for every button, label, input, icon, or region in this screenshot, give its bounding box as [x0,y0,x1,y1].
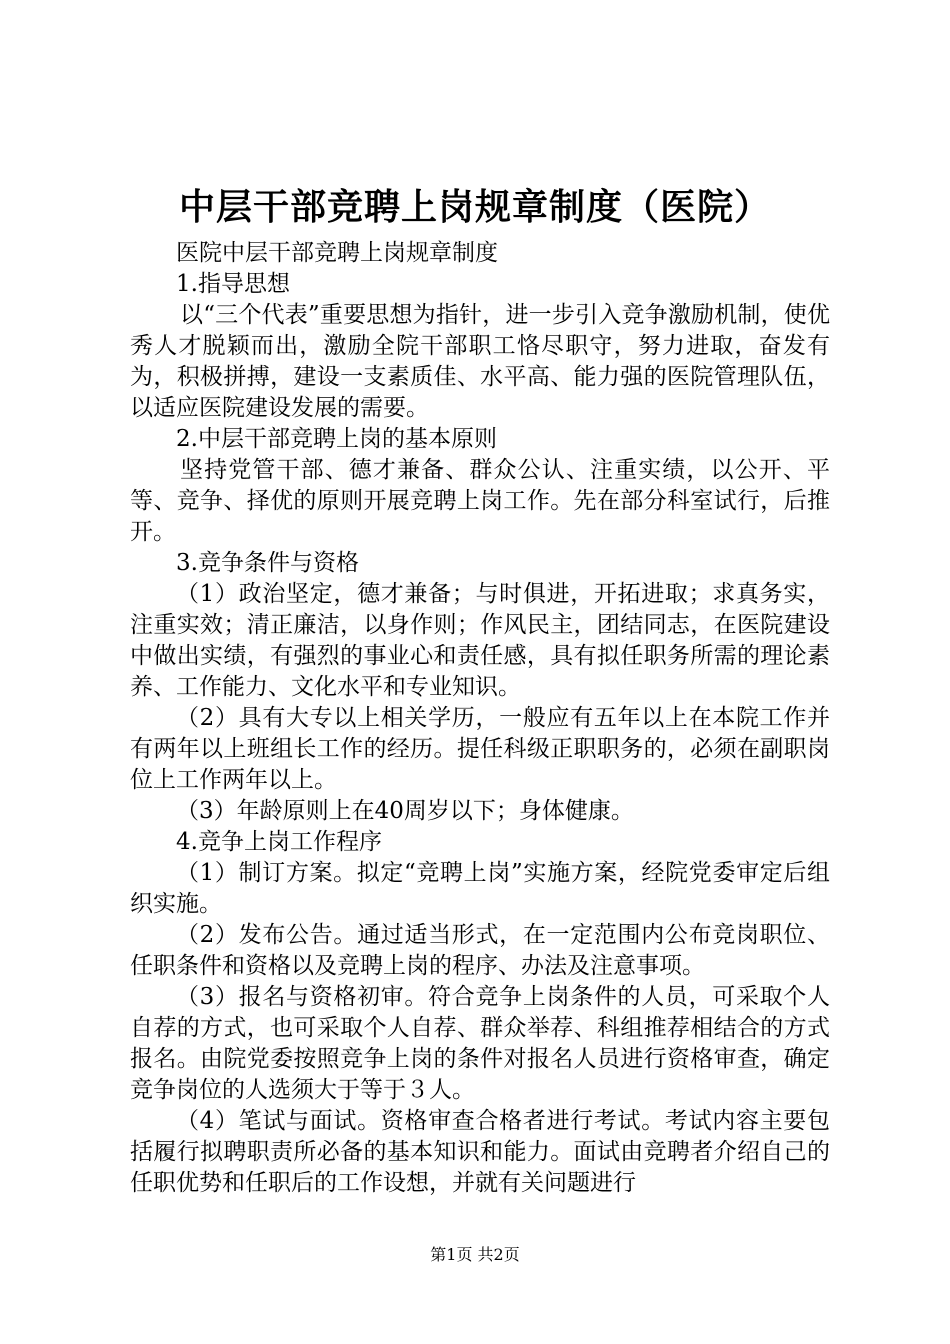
paragraph-guiding-thought: 以“三个代表”重要思想为指针，进一步引入竞争激励机制，使优秀人才脱颖而出，激励全院干部职工恪尽职守，努力进取，奋发有为，积极拼搏，建设一支素质佳、水平高、能力强的医院管理队伍，以适应医院建设发展的需要。 [130,302,830,421]
document-title: 中层干部竞聘上岗规章制度（医院） [178,186,771,228]
paragraph-condition-2: （2）具有大专以上相关学历，一般应有五年以上在本院工作并有两年以上班组长工作的经历。提任科级正职职务的，必须在副职岗位上工作两年以上。 [130,705,830,793]
paragraph-basic-principles: 坚持党管干部、德才兼备、群众公认、注重实绩，以公开、平等、竞争、择优的原则开展竞聘上岗工作。先在部分科室试行，后推开。 [130,457,830,545]
heading-procedure: 4.竞争上岗工作程序 [176,829,382,855]
heading-guiding-thought: 1.指导思想 [176,271,290,297]
heading-basic-principles: 2.中层干部竞聘上岗的基本原则 [176,426,497,452]
paragraph-condition-1: （1）政治坚定，德才兼备；与时俱进，开拓进取；求真务实，注重实效；清正廉洁，以身作则；作风民主，团结同志，在医院建设中做出实绩，有强烈的事业心和责任感，具有拟任职务所需的理论素养、工作能力、文化水平和专业知识。 [130,581,830,700]
document-body [130,238,830,1199]
paragraph-subtitle: 医院中层干部竞聘上岗规章制度 [176,240,498,266]
paragraph-condition-3: （3）年龄原则上在40周岁以下；身体健康。 [176,798,634,824]
heading-conditions: 3.竞争条件与资格 [176,550,359,576]
paragraph-procedure-1: （1）制订方案。拟定“竞聘上岗”实施方案，经院党委审定后组织实施。 [130,860,830,917]
paragraph-procedure-4: （4）笔试与面试。资格审查合格者进行考试。考试内容主要包括履行拟聘职责所必备的基本知识和能力。面试由竞聘者介绍自己的任职优势和任职后的工作设想，并就有关问题进行 [130,1108,830,1196]
paragraph-procedure-2: （2）发布公告。通过适当形式，在一定范围内公布竞岗职位、任职条件和资格以及竞聘上岗的程序、办法及注意事项。 [130,922,830,979]
paragraph-procedure-3: （3）报名与资格初审。符合竞争上岗条件的人员，可采取个人自荐的方式，也可采取个人自荐、群众举荐、科组推荐相结合的方式报名。由院党委按照竞争上岗的条件对报名人员进行资格审查，确定竞争岗位的人选须大于等于３人。 [130,984,830,1103]
page-footer: 第1页 共2页 [430,1245,520,1264]
